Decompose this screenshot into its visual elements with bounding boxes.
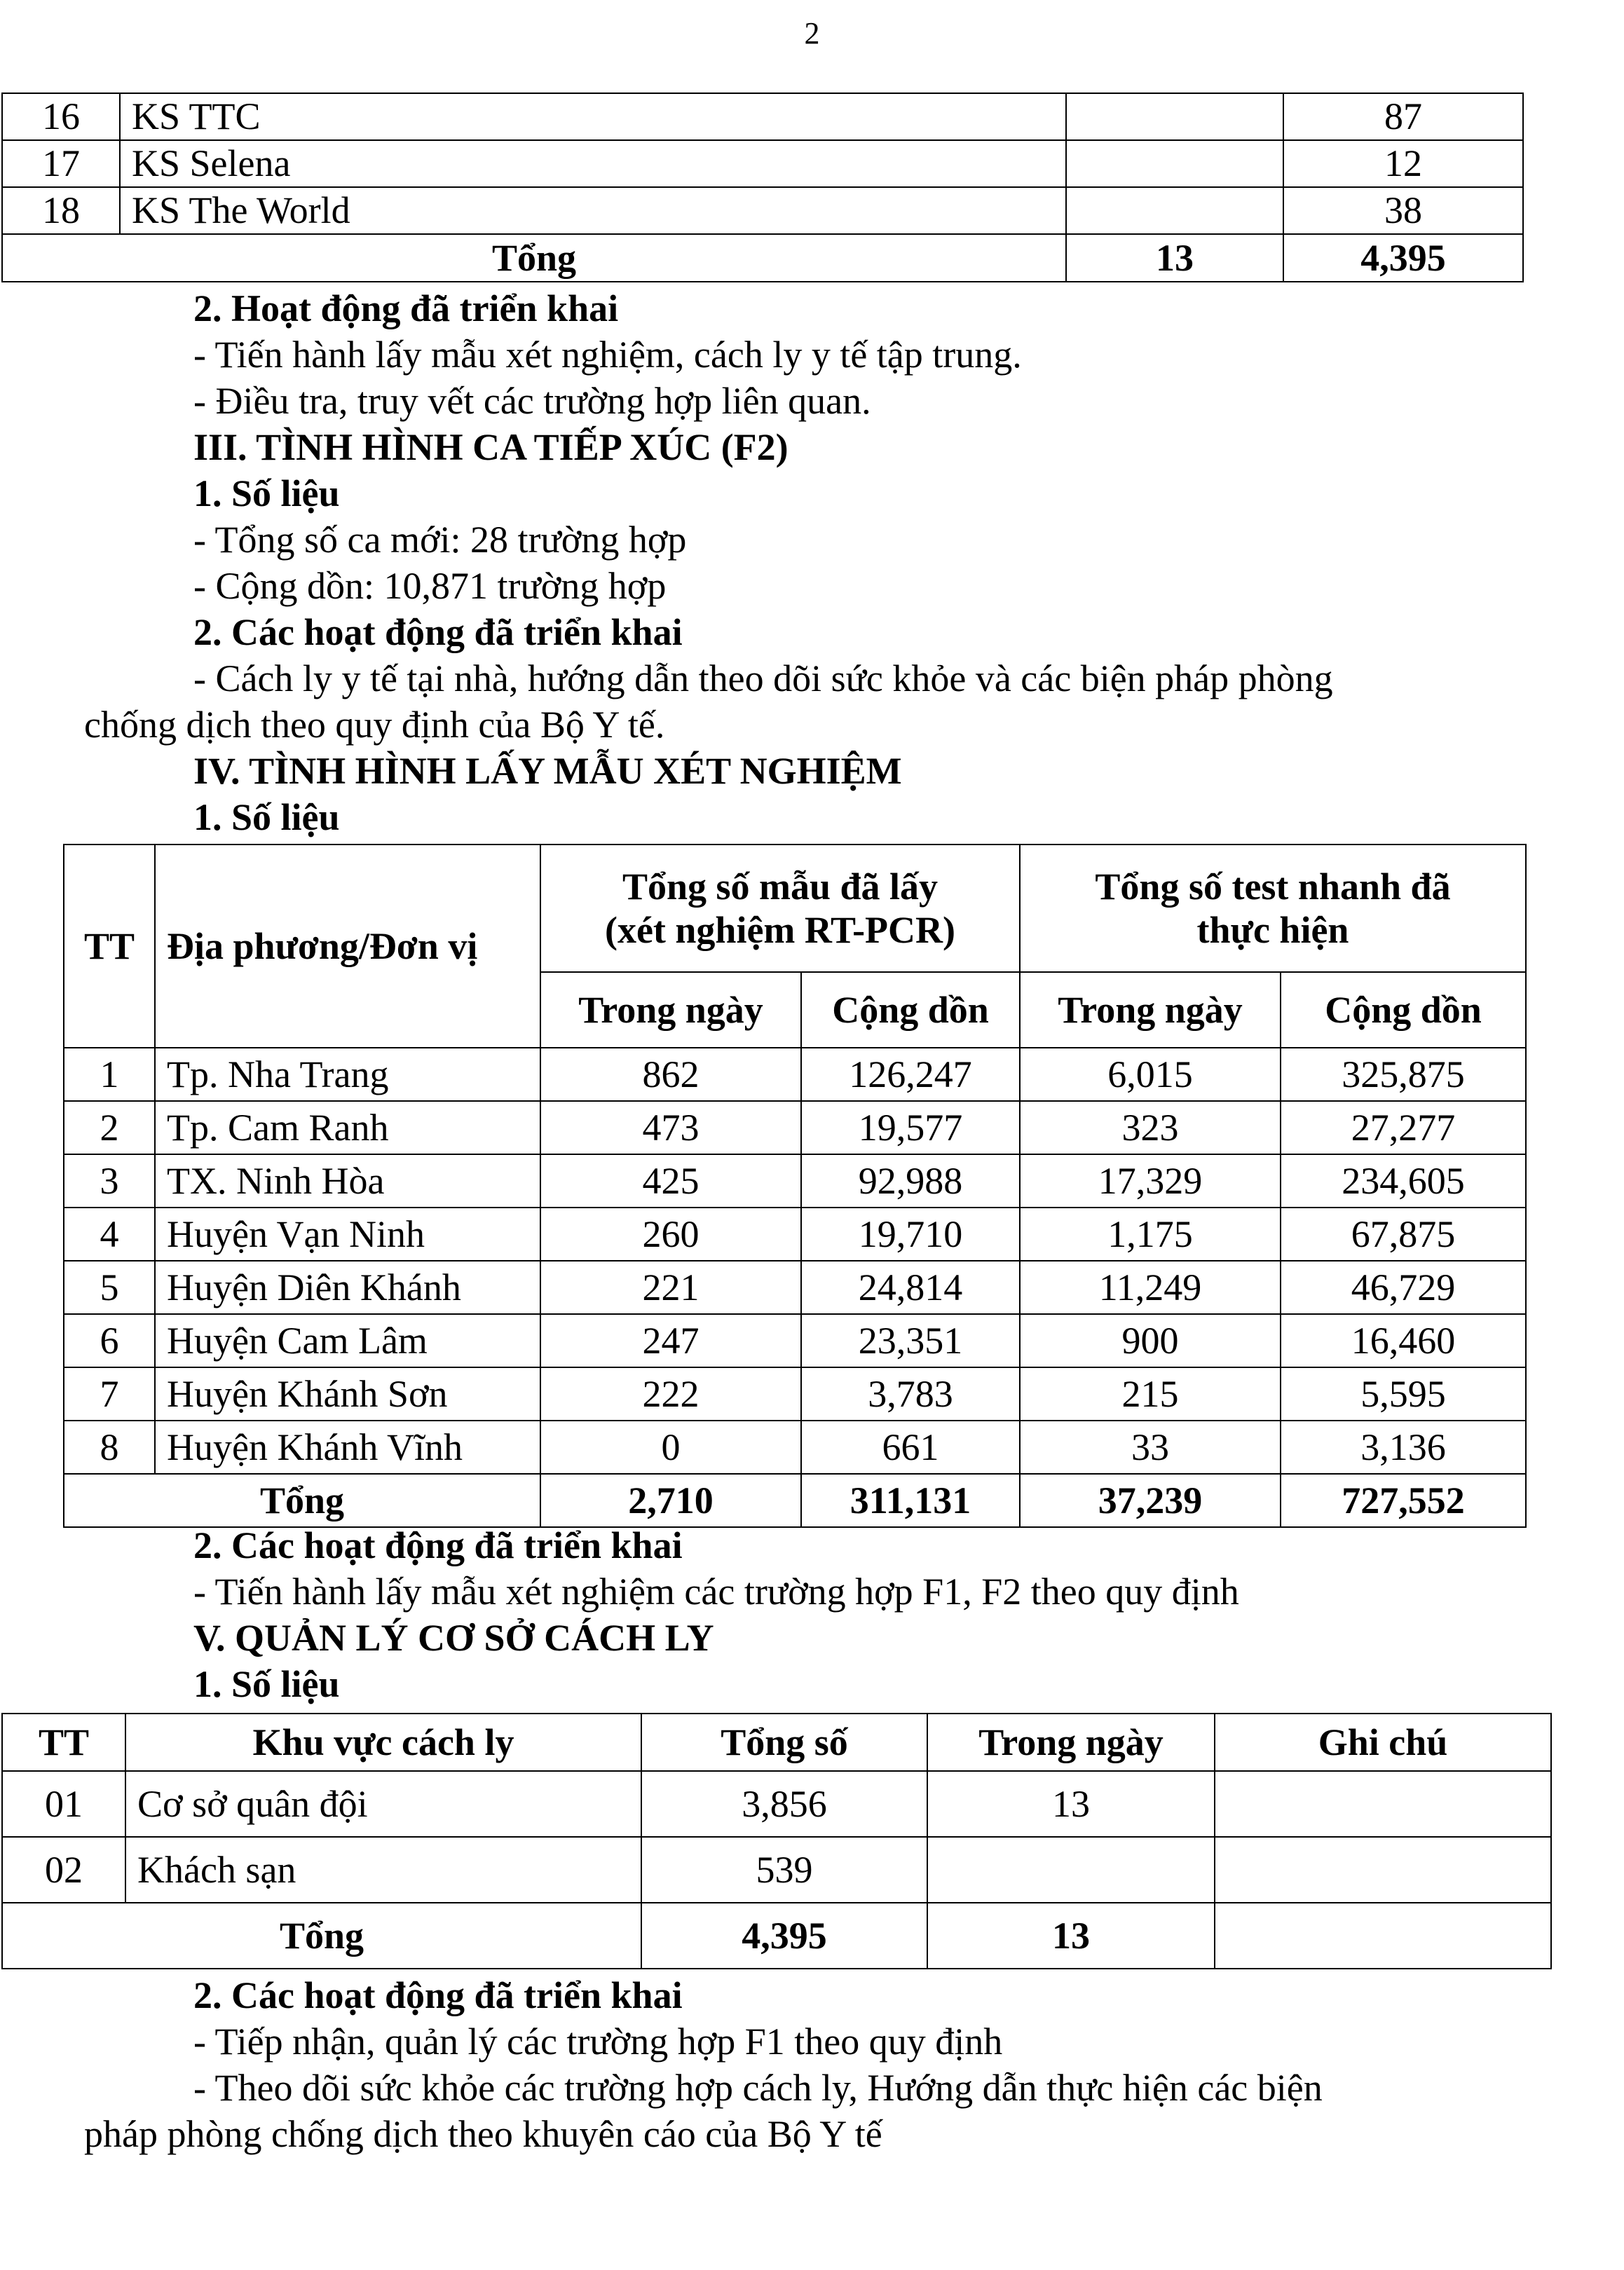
row-col3 [1066, 140, 1283, 187]
paragraph: pháp phòng chống dịch theo khuyên cáo của Bộ Y tế [84, 2113, 882, 2155]
paragraph: - Tiến hành lấy mẫu xét nghiệm các trường hợp F1, F2 theo quy định [193, 1571, 1239, 1613]
page-number: 2 [804, 16, 820, 50]
row-col3 [1066, 93, 1283, 140]
header-rapid [1020, 845, 1526, 972]
total-label: Tổng [64, 1474, 540, 1527]
row-rapid-day: 17,329 [1020, 1154, 1281, 1208]
row-tt: 6 [64, 1314, 155, 1367]
row-tt: 18 [2, 187, 120, 234]
paragraph: - Tổng số ca mới: 28 trường hợp [193, 519, 687, 561]
row-pcr-day: 0 [540, 1421, 801, 1474]
row-pcr-cum: 19,577 [801, 1101, 1020, 1154]
total-pcr-cum: 311,131 [801, 1474, 1020, 1527]
table-row [64, 1367, 1526, 1421]
row-rapid-cum: 234,605 [1281, 1154, 1526, 1208]
row-name: KS Selena [120, 140, 1066, 187]
total-rapid-cum: 727,552 [1281, 1474, 1526, 1527]
total-col4: 4,395 [1283, 234, 1523, 282]
row-rapid-day: 215 [1020, 1367, 1281, 1421]
total-day: 13 [927, 1903, 1215, 1969]
row-tt: 17 [2, 140, 120, 187]
row-pcr-day: 425 [540, 1154, 801, 1208]
paragraph: - Điều tra, truy vết các trường hợp liên quan. [193, 380, 871, 422]
row-name: Huyện Vạn Ninh [155, 1208, 540, 1261]
row-pcr-cum: 19,710 [801, 1208, 1020, 1261]
row-rapid-cum: 3,136 [1281, 1421, 1526, 1474]
row-name: KS TTC [120, 93, 1066, 140]
paragraph: - Theo dõi sức khỏe các trường hợp cách ly, Hướng dẫn thực hiện các biện [193, 2067, 1323, 2109]
row-rapid-cum: 16,460 [1281, 1314, 1526, 1367]
total-col3: 13 [1066, 234, 1283, 282]
table-row [64, 1421, 1526, 1474]
row-name: TX. Ninh Hòa [155, 1154, 540, 1208]
row-tt: 1 [64, 1048, 155, 1101]
row-day [927, 1837, 1215, 1903]
table-row [2, 187, 1523, 234]
row-pcr-cum: 23,351 [801, 1314, 1020, 1367]
row-rapid-cum: 27,277 [1281, 1101, 1526, 1154]
table-row [64, 1048, 1526, 1101]
row-col4: 87 [1283, 93, 1523, 140]
row-area: Cơ sở quân đội [125, 1771, 641, 1837]
subsection-heading: 1. Số liệu [193, 796, 340, 838]
row-rapid-cum: 5,595 [1281, 1367, 1526, 1421]
row-rapid-day: 33 [1020, 1421, 1281, 1474]
total-rapid-day: 37,239 [1020, 1474, 1281, 1527]
total-note [1215, 1903, 1551, 1969]
row-name: Huyện Khánh Sơn [155, 1367, 540, 1421]
row-note [1215, 1837, 1551, 1903]
total-pcr-day: 2,710 [540, 1474, 801, 1527]
table-row [2, 1837, 1551, 1903]
header-note: Ghi chú [1215, 1714, 1551, 1771]
subsection-heading: 2. Các hoạt động đã triển khai [193, 611, 683, 653]
header-unit: Địa phương/Đơn vị [155, 845, 540, 1048]
header-area: Khu vực cách ly [125, 1714, 641, 1771]
table-row [2, 140, 1523, 187]
subsection-heading: 2. Các hoạt động đã triển khai [193, 1974, 683, 2016]
row-tt: 01 [2, 1771, 125, 1837]
header-rapid-line2: thực hiện [1196, 909, 1349, 951]
paragraph: - Cách ly y tế tại nhà, hướng dẫn theo dõi sức khỏe và các biện pháp phòng [193, 657, 1333, 699]
header-pcr [540, 845, 1020, 972]
row-pcr-day: 221 [540, 1261, 801, 1314]
section-heading: 2. Hoạt động đã triển khai [193, 287, 619, 329]
row-total: 3,856 [641, 1771, 927, 1837]
table-row [64, 1314, 1526, 1367]
row-pcr-cum: 3,783 [801, 1367, 1020, 1421]
table-row [64, 1154, 1526, 1208]
row-rapid-day: 900 [1020, 1314, 1281, 1367]
row-day: 13 [927, 1771, 1215, 1837]
table-header-row [2, 1714, 1551, 1771]
row-pcr-day: 260 [540, 1208, 801, 1261]
total-row [2, 234, 1523, 282]
quarantine-table [1, 1713, 1552, 1969]
row-rapid-cum: 325,875 [1281, 1048, 1526, 1101]
row-name: Huyện Diên Khánh [155, 1261, 540, 1314]
total-total: 4,395 [641, 1903, 927, 1969]
total-label: Tổng [2, 234, 1066, 282]
row-name: KS The World [120, 187, 1066, 234]
row-name: Tp. Cam Ranh [155, 1101, 540, 1154]
row-note [1215, 1771, 1551, 1837]
row-name: Huyện Cam Lâm [155, 1314, 540, 1367]
row-col4: 38 [1283, 187, 1523, 234]
total-row [64, 1474, 1526, 1527]
paragraph: - Tiến hành lấy mẫu xét nghiệm, cách ly y tế tập trung. [193, 334, 1022, 376]
row-tt: 7 [64, 1367, 155, 1421]
subsection-heading: 1. Số liệu [193, 472, 340, 514]
section-heading: III. TÌNH HÌNH CA TIẾP XÚC (F2) [193, 426, 789, 468]
row-tt: 8 [64, 1421, 155, 1474]
total-label: Tổng [2, 1903, 641, 1969]
total-row [2, 1903, 1551, 1969]
subsection-heading: 2. Các hoạt động đã triển khai [193, 1524, 683, 1566]
header-pcr-line1: Tổng số mẫu đã lấy [622, 865, 939, 908]
row-pcr-day: 473 [540, 1101, 801, 1154]
row-pcr-day: 862 [540, 1048, 801, 1101]
subsection-heading: 1. Số liệu [193, 1663, 340, 1705]
row-name: Tp. Nha Trang [155, 1048, 540, 1101]
row-pcr-cum: 126,247 [801, 1048, 1020, 1101]
row-tt: 2 [64, 1101, 155, 1154]
row-col4: 12 [1283, 140, 1523, 187]
header-total: Tổng số [641, 1714, 927, 1771]
testing-table [63, 844, 1527, 1528]
row-tt: 16 [2, 93, 120, 140]
row-tt: 4 [64, 1208, 155, 1261]
row-area: Khách sạn [125, 1837, 641, 1903]
section-heading: IV. TÌNH HÌNH LẤY MẪU XÉT NGHIỆM [193, 750, 902, 792]
header-pcr-line2: (xét nghiệm RT-PCR) [604, 909, 956, 951]
row-rapid-day: 11,249 [1020, 1261, 1281, 1314]
header-tt: TT [64, 845, 155, 1048]
row-pcr-cum: 92,988 [801, 1154, 1020, 1208]
table-row [2, 93, 1523, 140]
row-total: 539 [641, 1837, 927, 1903]
row-rapid-cum: 67,875 [1281, 1208, 1526, 1261]
header-rapid-cum: Cộng dồn [1281, 972, 1526, 1048]
hotel-table [1, 93, 1524, 282]
header-pcr-cum: Cộng dồn [801, 972, 1020, 1048]
header-tt: TT [2, 1714, 125, 1771]
paragraph: chống dịch theo quy định của Bộ Y tế. [84, 704, 665, 746]
row-tt: 5 [64, 1261, 155, 1314]
row-tt: 3 [64, 1154, 155, 1208]
row-name: Huyện Khánh Vĩnh [155, 1421, 540, 1474]
table-row [64, 1261, 1526, 1314]
row-rapid-day: 323 [1020, 1101, 1281, 1154]
header-day: Trong ngày [927, 1714, 1215, 1771]
header-pcr-day: Trong ngày [540, 972, 801, 1048]
row-rapid-day: 1,175 [1020, 1208, 1281, 1261]
row-pcr-cum: 24,814 [801, 1261, 1020, 1314]
row-tt: 02 [2, 1837, 125, 1903]
section-heading: V. QUẢN LÝ CƠ SỞ CÁCH LY [193, 1617, 714, 1659]
row-col3 [1066, 187, 1283, 234]
table-header-row [64, 845, 1526, 972]
table-row [64, 1101, 1526, 1154]
row-pcr-cum: 661 [801, 1421, 1020, 1474]
row-rapid-cum: 46,729 [1281, 1261, 1526, 1314]
header-rapid-day: Trong ngày [1020, 972, 1281, 1048]
header-rapid-line1: Tổng số test nhanh đã [1095, 865, 1451, 908]
paragraph: - Tiếp nhận, quản lý các trường hợp F1 theo quy định [193, 2021, 1003, 2063]
row-pcr-day: 247 [540, 1314, 801, 1367]
row-rapid-day: 6,015 [1020, 1048, 1281, 1101]
table-row [64, 1208, 1526, 1261]
paragraph: - Cộng dồn: 10,871 trường hợp [193, 565, 667, 607]
table-row [2, 1771, 1551, 1837]
row-pcr-day: 222 [540, 1367, 801, 1421]
